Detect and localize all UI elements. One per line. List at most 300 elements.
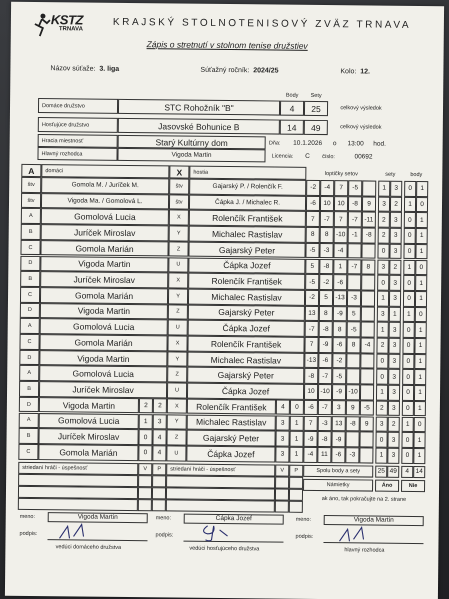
sheet-title: Zápis o stretnutí v stolnom tenise družstiev: [146, 39, 308, 51]
away-point: 1: [416, 212, 428, 228]
set-score: -10: [346, 384, 360, 400]
home-sub-losses: [152, 499, 166, 511]
away-leader-role: vedúci hosťujúceho družstva: [189, 545, 260, 552]
away-point: 1: [415, 291, 427, 307]
set-score: -5: [332, 369, 346, 385]
doubles-label: štv: [21, 177, 41, 193]
away-subs-label: striedaní hráči - úspešnosť: [166, 463, 275, 476]
set-score: -3: [345, 447, 359, 463]
away-point: 1: [415, 322, 427, 338]
totals-label: Spolu body a sety: [303, 464, 373, 477]
away-player-letter: X: [168, 273, 188, 289]
home-sub-wins: [138, 475, 152, 487]
home-point: 0: [402, 401, 414, 417]
set-score: -8: [304, 368, 318, 384]
kstz-logo: [33, 12, 93, 41]
home-player-name: Vigoda Martin: [40, 303, 168, 320]
home-point: 0: [402, 385, 414, 401]
away-sets-won: 1: [389, 306, 401, 322]
set-score: [362, 180, 376, 196]
away-sets-won: 2: [389, 259, 401, 275]
home-player-wins: 0: [138, 445, 152, 461]
away-player-letter: X: [167, 398, 187, 414]
home-point: 1: [403, 306, 415, 322]
away-point: 1: [415, 275, 427, 291]
home-player-letter: C: [20, 240, 40, 256]
home-point: 1: [402, 416, 414, 432]
home-player-name: Gomola Marián: [39, 334, 167, 351]
home-player-name: Gomolová Lucia: [39, 413, 139, 430]
away-doubles-pair: Gajarský P. / Rolenčík F.: [189, 179, 306, 196]
away-sets-won: 3: [388, 369, 400, 385]
away-player-name: Gajarský Peter: [186, 430, 275, 447]
doubles-label: štv: [169, 194, 189, 210]
license-label: Licencia:: [271, 152, 294, 160]
time-unit: hod.: [373, 140, 387, 148]
home-player-name: Gomola Marián: [40, 287, 168, 304]
away-player-letter: Y: [167, 414, 187, 430]
away-sets-won: 2: [390, 196, 402, 212]
set-score: -6: [331, 447, 345, 463]
set-score: -7: [305, 321, 319, 337]
away-player-letter: Y: [168, 288, 188, 304]
home-sets-won: 1: [378, 181, 390, 197]
set-score: -8: [319, 258, 333, 274]
home-player-losses: 4: [152, 429, 166, 445]
home-point: 0: [403, 275, 415, 291]
away-player-letter: U: [168, 320, 188, 336]
home-player-letter: C: [20, 287, 40, 303]
total-away-points: 14: [413, 466, 425, 478]
away-player-losses: 1: [289, 431, 303, 447]
set-score: [361, 306, 375, 322]
home-point: 0: [403, 322, 415, 338]
set-score: -3: [318, 415, 332, 431]
home-sets-won: 2: [378, 212, 390, 228]
home-player-letter: D: [19, 350, 39, 366]
set-score: [361, 322, 375, 338]
home-leader-signature: [55, 520, 115, 543]
away-player-losses: 0: [290, 399, 304, 415]
home-sets-won: 3: [377, 306, 389, 322]
set-score: [345, 431, 359, 447]
number-value: 00692: [354, 153, 373, 161]
set-score: 5: [319, 290, 333, 306]
away-player-name: Rolenčík František: [189, 210, 306, 227]
objections-no: Nie: [401, 479, 425, 491]
away-point: 1: [413, 448, 425, 464]
wins-label: V: [275, 464, 289, 476]
set-score: -5: [348, 180, 362, 196]
total-home-points: 4: [401, 465, 413, 477]
away-player-letter: X: [167, 335, 187, 351]
away-leader-signature-label: podpis:: [155, 531, 174, 539]
set-score: -7: [347, 259, 361, 275]
set-score: -2: [319, 274, 333, 290]
away-leader-name-label: meno:: [155, 514, 172, 522]
home-point: 1: [404, 197, 416, 213]
home-group-letter: A: [21, 164, 41, 177]
away-player-losses: 1: [289, 447, 303, 463]
sets-header: sety: [385, 171, 396, 178]
set-score: -7: [318, 368, 332, 384]
at-label: o: [332, 140, 337, 148]
away-sets-won: 3: [389, 244, 401, 260]
away-player-letter: Z: [166, 430, 186, 446]
set-score: 7: [334, 180, 348, 196]
home-point: 0: [401, 432, 413, 448]
set-score: [346, 353, 360, 369]
away-player-letter: X: [169, 210, 189, 226]
date-label: Dňa:: [268, 139, 281, 147]
objections-yes: Áno: [375, 479, 399, 491]
set-score: -9: [318, 337, 332, 353]
home-point: 0: [402, 354, 414, 370]
away-doubles-pair: Čápka J. / Michalec R.: [189, 194, 306, 211]
set-score: -8: [346, 416, 360, 432]
logo-subtext: TRNAVA: [58, 26, 83, 33]
home-doubles-pair: Vigoda Ma. / Gomolová L.: [41, 193, 169, 210]
away-point: 1: [416, 228, 428, 244]
set-score: -9: [331, 431, 345, 447]
home-sets: 25: [304, 101, 328, 116]
set-score: [360, 385, 374, 401]
home-player-losses: 2: [153, 398, 167, 414]
away-sets-won: 3: [388, 353, 400, 369]
away-points: 14: [280, 120, 304, 135]
home-player-letter: C: [19, 334, 39, 350]
away-player-name: Gajarský Peter: [187, 367, 304, 384]
time-value: 13:00: [347, 140, 364, 148]
away-team-name: Jasovské Bohunice B: [118, 118, 280, 135]
away-player-losses: 1: [290, 415, 304, 431]
home-point: 0: [401, 448, 413, 464]
set-score: -11: [362, 212, 376, 228]
away-sets-won: 3: [390, 181, 402, 197]
date-value: 10.1.2026: [293, 139, 323, 148]
away-player-name: Michalec Rastislav: [187, 414, 276, 431]
home-point: 0: [404, 212, 416, 228]
home-player-letter: D: [19, 397, 39, 413]
set-score: -7: [348, 212, 362, 228]
referee-signature: [335, 523, 395, 546]
doubles-label: štv: [169, 178, 189, 194]
away-sub-row: [166, 499, 275, 512]
home-player-name: Gomola Marián: [40, 240, 168, 257]
losses-label: P: [289, 464, 303, 476]
home-point: 0: [402, 338, 414, 354]
away-player-wins: 3: [275, 446, 289, 462]
away-player-letter: Z: [167, 367, 187, 383]
set-score: 8: [346, 337, 360, 353]
away-player-name: Michalec Rastislav: [188, 289, 305, 306]
away-leader-signature: [197, 519, 257, 542]
referee-role: hlavný rozhodca: [344, 546, 385, 554]
away-point: 1: [414, 354, 426, 370]
away-point: 0: [415, 307, 427, 323]
set-score: -6: [333, 274, 347, 290]
away-player-letter: Y: [167, 351, 187, 367]
referee-value: Vigoda Martin: [117, 148, 265, 163]
home-player-name: Juríček Miroslav: [39, 381, 167, 398]
home-point: 1: [403, 259, 415, 275]
home-points: 4: [280, 101, 304, 116]
home-sets-won: 1: [376, 385, 388, 401]
set-score: 11: [317, 447, 331, 463]
away-sets-won: 3: [390, 228, 402, 244]
home-sets-won: 1: [377, 290, 389, 306]
home-player-wins: 0: [138, 429, 152, 445]
set-score: [361, 290, 375, 306]
away-player-letter: U: [167, 382, 187, 398]
away-sub-row: [166, 487, 275, 500]
away-player-name: Gajarský Peter: [188, 304, 305, 321]
home-player-name: Juríček Miroslav: [40, 271, 168, 288]
home-sub-losses: [152, 475, 166, 487]
referee-signature-label: podpis:: [295, 533, 314, 540]
home-player-letter: B: [18, 428, 38, 444]
home-sets-won: 0: [375, 432, 387, 448]
home-player-losses: 3: [153, 414, 167, 430]
set-score: 7: [306, 211, 320, 227]
set-score: -4: [320, 180, 334, 196]
away-point: 1: [415, 244, 427, 260]
referee-name-label: meno:: [295, 516, 312, 523]
set-score: 10: [304, 384, 318, 400]
set-score: -5: [360, 400, 374, 416]
away-point: 1: [414, 385, 426, 401]
set-score: 3: [332, 400, 346, 416]
set-score: -1: [348, 227, 362, 243]
set-score: -4: [360, 337, 374, 353]
away-point: 0: [414, 416, 426, 432]
away-player-name: Čápka Jozef: [187, 383, 304, 400]
away-header: hostia: [189, 166, 306, 180]
set-score: 8: [320, 227, 334, 243]
set-score: -5: [347, 322, 361, 338]
home-player-name: Gomolová Lucia: [39, 365, 167, 382]
away-player-letter: Z: [168, 241, 188, 257]
round-field: Kolo: 12.: [340, 68, 371, 76]
set-score: 5: [347, 306, 361, 322]
set-score: -5: [305, 274, 319, 290]
total-home-sets: 25: [375, 465, 387, 477]
home-player-letter: B: [19, 381, 39, 397]
home-subs-label: striedaní hráči - úspešnosť: [18, 461, 138, 474]
away-sub-wins: [275, 476, 289, 488]
away-sets: 49: [304, 120, 328, 135]
set-score: 9: [346, 400, 360, 416]
home-player-letter: D: [20, 302, 40, 318]
score-sheet: [5, 2, 444, 599]
license-value: C: [305, 152, 310, 160]
set-score: [346, 369, 360, 385]
away-sub-wins: [275, 488, 289, 500]
set-score: [359, 447, 373, 463]
home-player-name: Juríček Miroslav: [38, 428, 138, 445]
set-score: [360, 369, 374, 385]
set-score: -10: [318, 384, 332, 400]
referee-label: Hlavný rozhodca: [37, 147, 117, 161]
away-point: 0: [415, 259, 427, 275]
away-player-name: Michalec Rastislav: [187, 351, 304, 368]
set-score: -9: [332, 384, 346, 400]
set-score: -6: [318, 353, 332, 369]
set-score: [347, 243, 361, 259]
losses-label: P: [152, 463, 166, 475]
set-score: 10: [334, 196, 348, 212]
home-point: 0: [403, 244, 415, 260]
home-sets-won: 0: [376, 369, 388, 385]
set-score: 10: [320, 196, 334, 212]
away-point: 1: [414, 369, 426, 385]
home-header: domáci: [41, 164, 169, 178]
set-score: -3: [319, 243, 333, 259]
set-score: [347, 274, 361, 290]
points-header: body: [410, 171, 423, 178]
home-player-name: Vigoda Martin: [40, 256, 168, 273]
home-sub-wins: [138, 499, 152, 511]
set-score: 5: [305, 258, 319, 274]
wins-label: V: [138, 463, 152, 475]
away-team-label: Hosťujúce družstvo: [38, 117, 118, 133]
col-body-label: Body: [285, 92, 299, 99]
away-player-letter: U: [166, 445, 186, 461]
set-score: 8: [333, 321, 347, 337]
home-leader-signature-label: podpis:: [19, 530, 38, 537]
away-sub-wins: [275, 500, 289, 512]
away-point: 0: [416, 197, 428, 213]
home-sets-won: 1: [377, 322, 389, 338]
home-player-letter: B: [20, 271, 40, 287]
home-point: 0: [403, 291, 415, 307]
set-score: 9: [360, 416, 374, 432]
away-player-name: Gajarský Peter: [188, 241, 305, 258]
away-sets-won: 3: [389, 275, 401, 291]
set-score: -7: [320, 211, 334, 227]
home-player-letter: D: [20, 255, 40, 271]
set-score: [361, 243, 375, 259]
set-score: 13: [305, 305, 319, 321]
away-player-name: Čápka Jozef: [186, 446, 275, 463]
home-player-letter: C: [18, 444, 38, 460]
home-sets-won: 2: [376, 338, 388, 354]
venue-value: Starý Kultúrny dom: [118, 135, 266, 150]
set-score: 7: [304, 337, 318, 353]
away-sub-losses: [289, 476, 303, 488]
set-score: [361, 275, 375, 291]
home-player-wins: 1: [139, 414, 153, 430]
doubles-label: štv: [21, 193, 41, 209]
away-player-name: Rolenčík František: [187, 336, 304, 353]
away-sets-won: 3: [389, 291, 401, 307]
set-score: -2: [332, 353, 346, 369]
away-point: 1: [414, 401, 426, 417]
away-player-name: Rolenčík František: [187, 398, 276, 415]
away-sub-row: [166, 475, 275, 488]
set-score: [360, 353, 374, 369]
away-player-letter: U: [168, 257, 188, 273]
set-score: 8: [361, 259, 375, 275]
home-player-name: Gomolová Lucia: [41, 208, 169, 225]
home-player-name: Gomolová Lucia: [40, 318, 168, 335]
home-sets-won: 1: [375, 447, 387, 463]
venue-label: Hracia miestnosť: [38, 134, 118, 148]
home-player-name: Vigoda Martin: [39, 397, 139, 414]
away-group-letter: X: [169, 165, 189, 178]
home-sets-won: 0: [377, 275, 389, 291]
away-point: 1: [413, 432, 425, 448]
away-sub-losses: [289, 488, 303, 500]
home-leader-role: vedúci domáceho družstva: [55, 543, 122, 551]
set-score: [359, 432, 373, 448]
set-score: -3: [347, 290, 361, 306]
number-label: číslo:: [322, 153, 335, 160]
set-score: 13: [332, 416, 346, 432]
home-sub-row: [18, 497, 138, 510]
away-player-letter: Y: [169, 226, 189, 242]
home-point: 0: [402, 369, 414, 385]
home-sets-won: 2: [378, 228, 390, 244]
set-score: -4: [333, 243, 347, 259]
home-player-letter: B: [21, 224, 41, 240]
set-score: -7: [318, 400, 332, 416]
total-away-sets: 49: [387, 465, 399, 477]
away-sets-won: 3: [389, 322, 401, 338]
col-sety-label: Sety: [310, 92, 322, 100]
set-score: -6: [306, 196, 320, 212]
away-sets-won: 3: [387, 432, 399, 448]
set-score: 7: [304, 415, 318, 431]
away-sets-won: 3: [388, 338, 400, 354]
away-sub-losses: [289, 500, 303, 512]
home-player-letter: A: [20, 318, 40, 334]
away-sets-won: 3: [390, 212, 402, 228]
set-score: -4: [303, 447, 317, 463]
home-sub-losses: [152, 487, 166, 499]
home-point: 0: [404, 228, 416, 244]
set-score: -8: [317, 431, 331, 447]
away-player-name: Čápka Jozef: [188, 320, 305, 337]
home-sets-won: 0: [377, 243, 389, 259]
away-player-wins: 4: [276, 399, 290, 415]
home-player-losses: 4: [152, 445, 166, 461]
set-score: -6: [332, 337, 346, 353]
logo-text: KSTZ: [50, 12, 83, 28]
home-sets-won: 3: [377, 259, 389, 275]
set-score: -9: [333, 306, 347, 322]
away-player-name: Čápka Jozef: [188, 257, 305, 274]
federation-title: KRAJSKÝ STOLNOTENISOVÝ ZVÄZ TRNAVA: [112, 16, 412, 31]
set-score: -13: [333, 290, 347, 306]
home-sets-won: 3: [376, 416, 388, 432]
set-score: -5: [305, 243, 319, 259]
away-leader-name: Čápka Jozef: [184, 513, 284, 524]
home-player-name: Juríček Miroslav: [41, 224, 169, 241]
away-point: 1: [416, 181, 428, 197]
set-score: -13: [304, 353, 318, 369]
set-score: -8: [348, 196, 362, 212]
home-player-letter: A: [19, 412, 39, 428]
away-sets-won: 3: [388, 385, 400, 401]
set-scores-header: loptičky setov: [324, 170, 358, 177]
objections-label: Námietky: [303, 478, 373, 491]
home-team-name: STC Rohožník "B": [118, 99, 280, 116]
home-sets-won: 3: [378, 196, 390, 212]
away-sets-won: 3: [388, 401, 400, 417]
away-player-letter: Z: [168, 304, 188, 320]
league-field: Názov súťaže: 3. liga: [50, 65, 120, 73]
